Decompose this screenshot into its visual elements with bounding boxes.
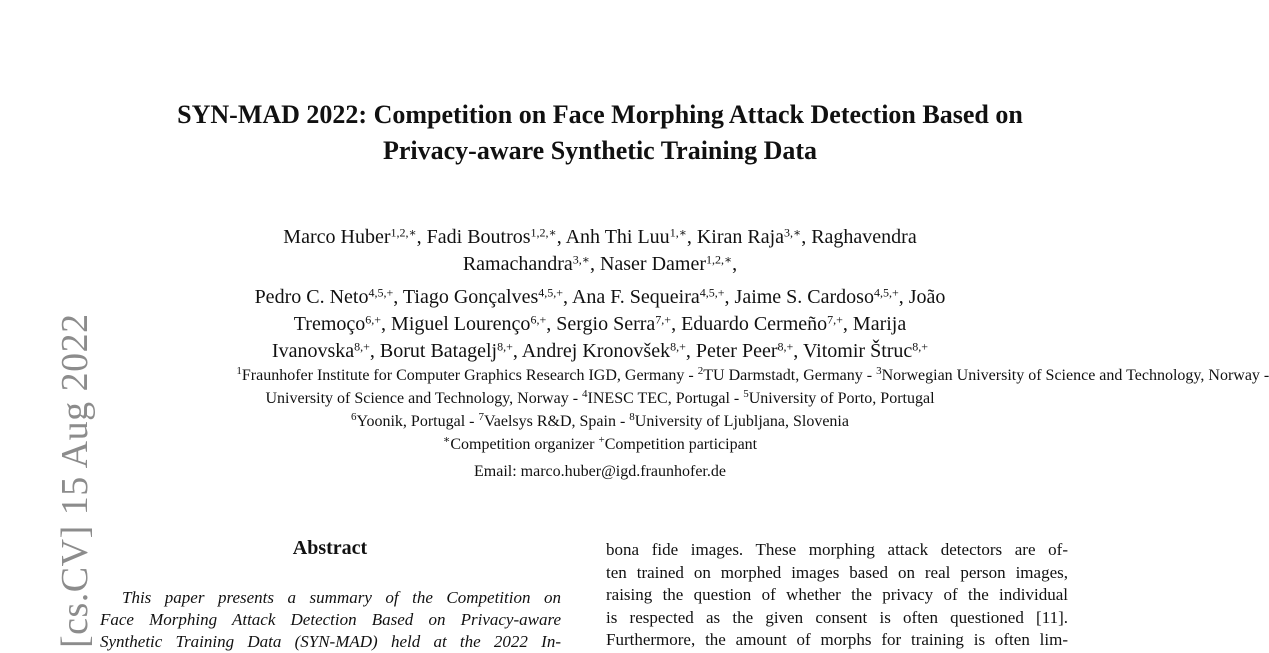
author-affiliation-mark: 4,5,+ (873, 285, 899, 300)
author-name: Naser Damer (599, 253, 706, 275)
author-separator: , (686, 226, 697, 248)
author-affiliation-mark: 6,+ (365, 312, 382, 327)
author-name: Anh Thi Luu (565, 226, 670, 248)
body-line: ten trained on morphed images based on real person images, (606, 562, 1068, 582)
affiliation-text: INESC TEC, Portugal - (587, 390, 744, 407)
author-name: Borut Batagelj (379, 340, 498, 362)
author-separator: , (512, 340, 522, 362)
author-name: Miguel Lourenço (391, 313, 531, 335)
arxiv-identifier-stamp: [cs.CV] 15 Aug 2022 (54, 313, 96, 648)
author-separator: , (685, 340, 696, 362)
abstract-heading: Abstract (292, 537, 368, 559)
author-line (0, 284, 1200, 311)
author-name: Pedro C. Neto (254, 286, 369, 308)
author-separator: , Marija (842, 313, 907, 335)
author-separator: , João (898, 286, 946, 308)
affiliation-number: 2 (697, 364, 704, 377)
author-name: Tremoço (293, 313, 366, 335)
author-name: Kiran Raja (696, 226, 785, 248)
affiliation-text: Vaelsys R&D, Spain - (483, 413, 630, 430)
author-separator: , Raghavendra (801, 226, 917, 248)
author-affiliation-mark: 4,5,+ (538, 285, 564, 300)
abstract-line: Face Morphing Attack Detection Based on Privacy-aware (100, 610, 561, 629)
author-name: Ramachandra (462, 253, 573, 275)
author-name: Eduardo Cermeño (681, 313, 828, 335)
author-name: Peter Peer (695, 340, 778, 362)
paper-title (0, 97, 1200, 169)
author-separator: , (546, 313, 557, 335)
author-separator: , (732, 253, 738, 275)
author-affiliation-mark: 7,+ (827, 312, 843, 327)
author-separator: , (793, 340, 803, 362)
author-separator: , (416, 226, 427, 248)
title-line: SYN-MAD 2022: Competition on Face Morphing Attack Detection Based on (177, 100, 1023, 129)
author-name: Vitomir Štruc (802, 340, 913, 362)
author-name: Ana F. Sequeira (571, 286, 700, 308)
author-affiliation-mark: 1,2,∗ (530, 225, 557, 240)
author-line (0, 311, 1200, 338)
author-name: Tiago Gonçalves (402, 286, 539, 308)
author-name: Marco Huber (283, 226, 391, 248)
author-line (0, 338, 1200, 365)
affiliation-line (0, 410, 1200, 433)
author-name: Fadi Boutros (426, 226, 531, 248)
affiliation-text: Norwegian University of Science and Technology, Norway - (881, 367, 1269, 384)
author-affiliation-mark: 4,5,+ (368, 285, 394, 300)
affiliation-text: Yoonik, Portugal - (356, 413, 479, 430)
author-name: Jaime S. Cardoso (734, 286, 874, 308)
author-affiliation-mark: 7,+ (655, 312, 672, 327)
organizer-authors (0, 224, 1200, 278)
author-affiliation-mark: 3,∗ (572, 252, 590, 267)
affiliation-text: TU Darmstadt, Germany - (703, 367, 877, 384)
affiliation-number: 6 (351, 410, 357, 423)
affiliation-number: 3 (876, 364, 882, 377)
author-affiliation-mark: 8,+ (354, 339, 370, 354)
author-affiliation-mark: 3,∗ (784, 225, 802, 240)
organizer-mark: ∗ (442, 433, 451, 446)
abstract-line: Synthetic Training Data (SYN-MAD) held at the 2022 In- (100, 632, 561, 651)
right-column-text (606, 539, 1068, 652)
author-separator: , (724, 286, 735, 308)
abstract-line: This paper presents a summary of the Competition on (122, 588, 561, 607)
author-name: Ivanovska (271, 340, 355, 362)
author-affiliation-mark: 8,+ (497, 339, 513, 354)
organizer-legend-text: Competition organizer (450, 436, 599, 453)
author-affiliation-mark: 1,∗ (669, 225, 687, 240)
affiliations (0, 364, 1269, 483)
body-line: raising the question of whether the privacy of the individual (606, 585, 1068, 604)
affiliation-text-continued: University of Science and Technology, Norway - (265, 390, 583, 407)
author-affiliation-mark: 1,2,∗ (390, 225, 417, 240)
author-separator: , (563, 286, 572, 308)
author-affiliation-mark: 1,2,∗ (706, 252, 733, 267)
participant-mark: + (598, 433, 605, 446)
author-separator: , (671, 313, 682, 335)
author-separator: , (393, 286, 403, 308)
role-legend (0, 433, 1200, 456)
body-line: bona fide images. These morphing attack detectors are of- (606, 540, 1068, 559)
author-separator: , (381, 313, 392, 335)
affiliation-number: 5 (743, 387, 749, 400)
author-line (0, 224, 1200, 251)
participant-legend-text: Competition participant (604, 436, 758, 453)
affiliation-line (0, 364, 1269, 387)
author-line (0, 251, 1200, 278)
affiliation-number: 8 (629, 410, 635, 423)
author-affiliation-mark: 8,+ (912, 339, 929, 354)
author-affiliation-mark: 6,+ (530, 312, 547, 327)
author-separator: , (589, 253, 600, 275)
author-separator: , (369, 340, 380, 362)
affiliation-line (0, 387, 1200, 410)
affiliation-number: 7 (478, 410, 484, 423)
author-separator: , (556, 226, 566, 248)
author-affiliation-mark: 8,+ (670, 339, 686, 354)
body-line: is respected as the given consent is often questioned [11]. (606, 607, 1068, 627)
author-affiliation-mark: 8,+ (777, 339, 794, 354)
title-line: Privacy-aware Synthetic Training Data (382, 136, 817, 165)
author-affiliation-mark: 4,5,+ (699, 285, 725, 300)
participant-authors (0, 284, 1200, 365)
affiliation-text: Fraunhofer Institute for Computer Graphics Research IGD, Germany - (241, 367, 698, 384)
body-line: Furthermore, the amount of morphs for training is often lim- (606, 630, 1068, 649)
author-name: Andrej Kronovšek (521, 340, 671, 362)
author-name: Sergio Serra (556, 313, 656, 335)
contact-email: Email: marco.huber@igd.fraunhofer.de (474, 463, 726, 480)
abstract-body (100, 587, 561, 653)
affiliation-text: University of Porto, Portugal (748, 390, 935, 407)
affiliation-number: 1 (236, 364, 242, 377)
affiliation-text: University of Ljubljana, Slovenia (634, 413, 849, 430)
affiliation-number: 4 (582, 387, 588, 400)
